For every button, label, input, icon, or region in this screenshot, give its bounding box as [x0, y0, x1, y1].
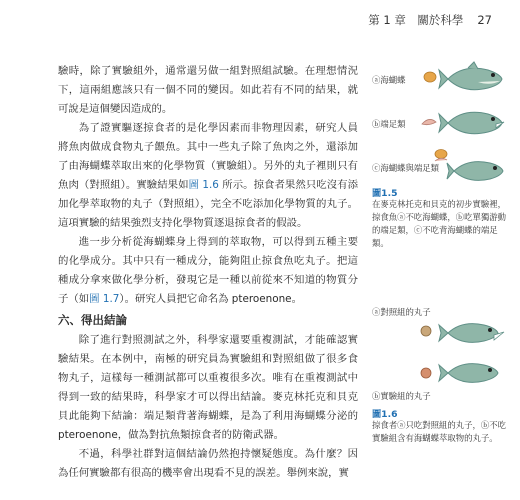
figure-1-5-label-c: ⓒ海蝴蝶與端足類	[372, 163, 439, 173]
page-number: 27	[477, 13, 492, 27]
figure-1-6-label-a: ⓐ對照組的丸子	[372, 307, 431, 317]
fish-icon	[438, 60, 508, 98]
chapter-title: 第 1 章 關於科學	[368, 13, 464, 27]
figure-1-5-label-b: ⓑ端足類	[372, 119, 406, 129]
paragraph-3	[58, 233, 358, 309]
paragraph-2	[58, 119, 358, 233]
figure-1-6-label-b: ⓑ實驗組的丸子	[372, 391, 431, 401]
paragraph-5: 不過，科學社群對這個結論仍然抱持懷疑態度。為什麼？因為任何實驗都有很高的機率會出現看不見的誤差。舉例來說，實	[58, 448, 358, 479]
amphipod-icon	[420, 116, 438, 128]
figure-1-5-caption-text: 在麥克林托克和貝克的初步實驗裡，掠食魚ⓐ不吃海蝴蝶，ⓑ吃單獨游動的端足類，ⓒ不吃背海蝴蝶的端足類。	[372, 199, 506, 248]
figure-1-6-panel-a	[372, 306, 512, 346]
fish-icon	[438, 104, 508, 142]
figure-1-6-caption-text: 掠食者ⓐ只吃對照組的丸子，ⓑ不吃實驗組含有海蝴蝶萃取物的丸子。	[372, 420, 506, 443]
figure-1-5-label-a: ⓐ海蝴蝶	[372, 75, 406, 85]
fish-icon	[436, 316, 508, 350]
food-pellet-icon	[418, 324, 434, 338]
running-header	[368, 12, 492, 28]
section-heading: 六、得出結論	[58, 313, 127, 327]
sea-butterfly-icon	[432, 148, 450, 164]
fish-icon	[446, 154, 508, 188]
paragraph-3-part-b: ）。研究人員把它命名為 pteroenone。	[119, 293, 302, 305]
figure-1-5-panel-a	[372, 60, 512, 100]
paragraph-2-part-b: 所示。掠食者果然只吃沒有添加化學萃取物的丸子（對照組），完全不吃添加化學物質的丸子。這項實驗的結果強烈支持化學物質逐退掠食者的假設。	[58, 179, 358, 229]
figure-1-6-panel-b	[372, 356, 512, 401]
figure-1-6-caption-title: 圖1.6	[372, 409, 398, 420]
food-pellet-icon	[418, 366, 434, 380]
paragraph-3-part-a: 進一步分析從海蝴蝶身上得到的萃取物，可以得到五種主要的化學成分。其中只有一種成分，能夠阻止掠食魚吃丸子。把這種成分拿來做化學分析，發現它是一種以前從來不知道的物質分子（如	[58, 236, 358, 305]
fish-icon	[436, 356, 508, 390]
sea-butterfly-icon	[422, 70, 438, 84]
figure-1-5-panel-b	[372, 104, 512, 144]
figure-1-7-reference[interactable]: 圖 1.7	[89, 293, 120, 305]
figure-1-6-reference[interactable]: 圖 1.6	[188, 179, 219, 191]
figure-1-5-panel-c	[372, 148, 512, 188]
paragraph-2-part-a: 為了證實驅逐掠食者的是化學因素而非物理因素，研究人員將魚肉做成食物丸子餵魚。其中一些丸子除了魚肉之外，還添加了由海蝴蝶萃取出來的化學物質（實驗組）。另外的丸子裡則只有魚肉（對照組）。實驗結果如	[58, 122, 358, 191]
figure-1-5-caption-title: 圖1.5	[372, 188, 398, 199]
main-text-column	[58, 62, 358, 483]
paragraph-1: 驗時，除了實驗組外，通常還另做一組對照組試驗。在理想情況下，這兩組應該只有一個不同的變因。如此若有不同的結果，就可說是這個變因造成的。	[58, 65, 358, 115]
paragraph-4: 除了進行對照測試之外，科學家還要重複測試，才能確認實驗結果。在本例中，南極的研究員為實驗組和對照組做了很多食物丸子，這樣每一種測試都可以重複很多次。唯有在重複測試中得到一致的結果時，科學家才可以得出結論。麥克林托克和貝克貝此能夠下結論：端足類背著海蝴蝶，是為了利用海蝴蝶分泌的 pteroenone，做為對抗魚類掠食者的防衛武器。	[58, 334, 358, 441]
